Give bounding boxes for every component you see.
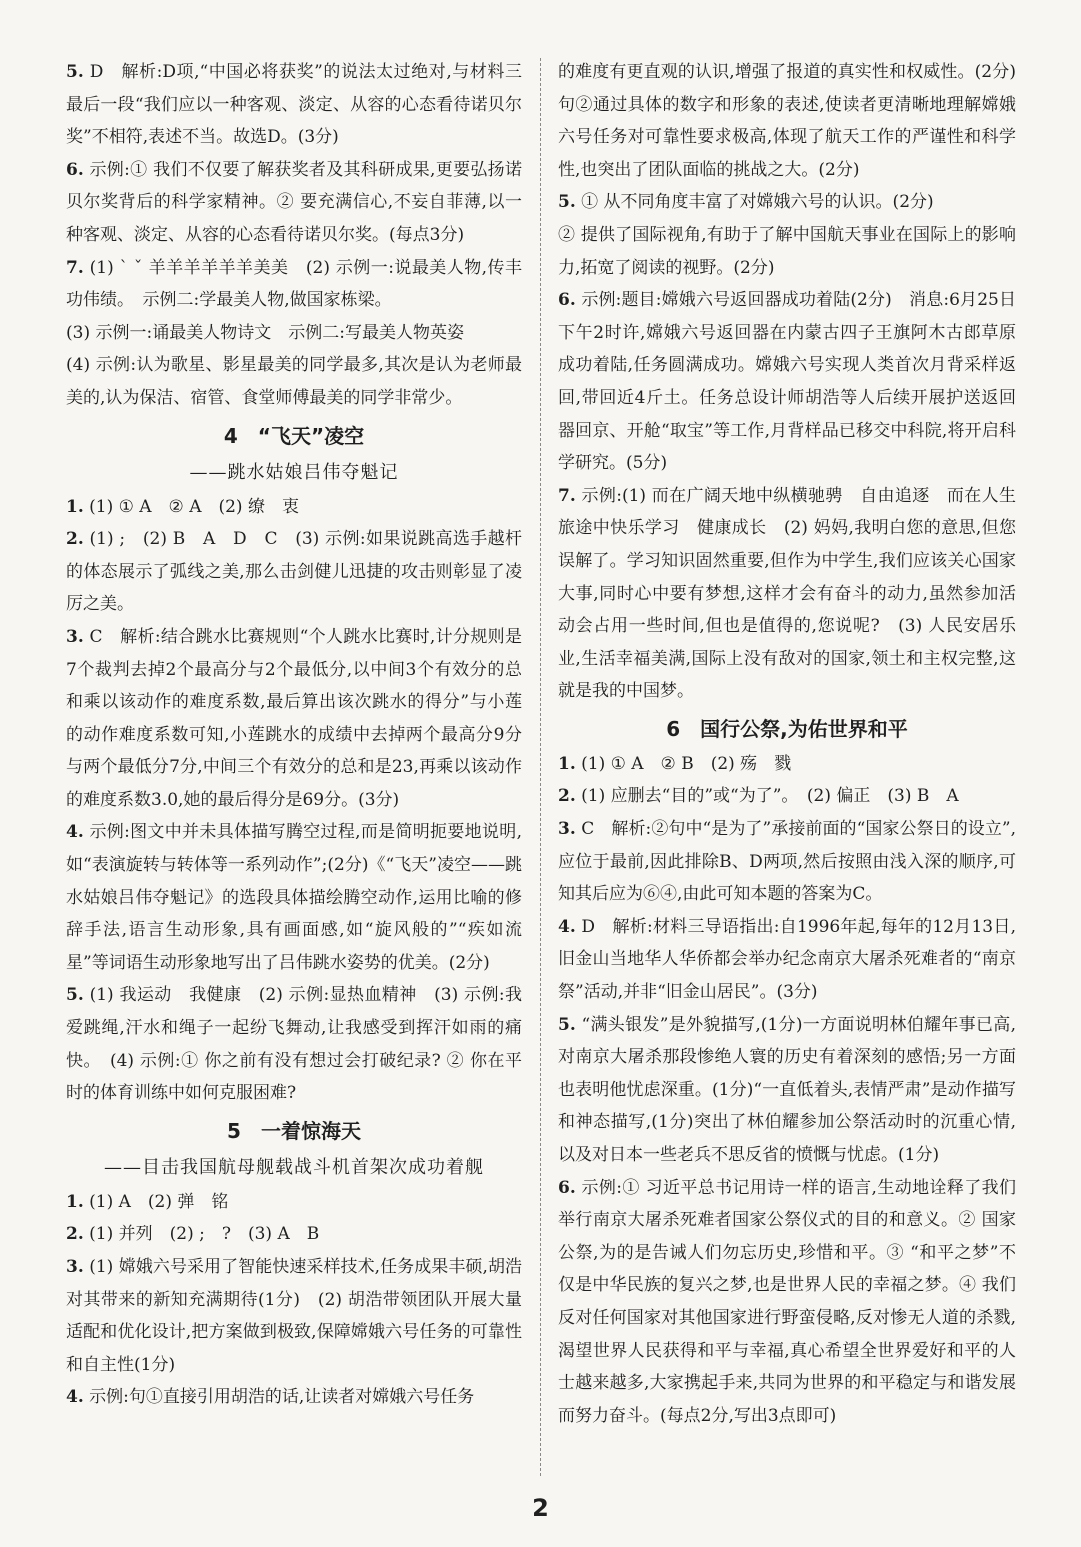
answer-item: 6. 示例:题目:嫦娥六号返回器成功着陆(2分) 消息:6月25日下午2时许,嫦娥六号返回器在内蒙古四子王旗阿木古郎草原成功着陆,任务圆满成功。嫦娥六号实现人类首次月背采样返回,带回近4斤土。任务总设计师胡浩等人后续开展护送返回器回京、开舱“取宝”等工作,月背样品已移交中科院,将开启科学研究。(5分)	[558, 290, 1016, 474]
answer-item: 4. D 解析:材料三导语指出:自1996年起,每年的12月13日,旧金山当地华人华侨都会举办纪念南京大屠杀死难者的“南京祭”活动,并非“旧金山居民”。(3分)	[558, 916, 1017, 1003]
answer-item: 2. (1) 应删去“目的”或“为了”。 (2) 偏正 (3) B A	[558, 786, 959, 807]
answer-item: 7. (1) ` ˇ 羊羊羊羊羊羊美美 (2) 示例一:说最美人物,传丰功伟绩。 示例二:学最美人物,做国家栋梁。	[66, 257, 522, 311]
lesson-title: 4 “飞天”凌空	[223, 423, 365, 448]
answer-item: 3. (1) 嫦娥六号采用了智能快速采样技术,任务成果丰硕,胡浩对其带来的新知充满期待(1分) (2) 胡浩带领团队开展大量适配和优化设计,把方案做到极致,保障嫦娥六号任务的可靠性和自主性(1分)	[66, 1257, 522, 1375]
lesson-subtitle: ——目击我国航母舰载战斗机首架次成功着舰	[104, 1156, 484, 1178]
answer-item: 5. “满头银发”是外貌描写,(1分)一方面说明林伯耀年事已高,对南京大屠杀那段惨绝人寰的历史有着深刻的感悟;另一方面也表明他忧虑深重。(1分)“一直低着头,表情严肃”是动作描写和神态描写,(1分)突出了林伯耀参加公祭活动时的沉重心情,以及对日本一些老兵不思反省的愤慨与忧虑。(1分)	[558, 1014, 1016, 1165]
lesson-title: 6 国行公祭,为佑世界和平	[666, 716, 908, 741]
answer-item: 7. 示例:(1) 而在广阔天地中纵横驰骋 自由追逐 而在人生旅途中快乐学习 健康成长 (2) 妈妈,我明白您的意思,但您误解了。学习知识固然重要,但作为中学生,我们应该关心国家大事,同时心中要有梦想,这样才会有奋斗的动力,虽然参加活动会占用一些时间,但也是值得的,您说呢? (3) 人民安居乐业,生活幸福美满,国际上没有敌对的国家,领土和主权完整,这就是我的中国梦。	[558, 485, 1016, 702]
answer-item: 1. (1) A (2) 弹 铭	[66, 1191, 229, 1212]
lesson-title: 5 一着惊海天	[227, 1118, 361, 1143]
answer-item: 3. C 解析:②句中“是为了”承接前面的“国家公祭日的设立”,应位于最前,因此排除B、D两项,然后按照由浅入深的顺序,可知其后应为⑥④,由此可知本题的答案为C。	[558, 819, 1017, 905]
answer-continuation: 的难度有更直观的认识,增强了报道的真实性和权威性。(2分)句②通过具体的数字和形象的表述,使读者更清晰地理解嫦娥六号任务对可靠性要求极高,体现了航天工作的严谨性和科学性,也突出了团队面临的挑战之大。(2分)	[558, 62, 1016, 180]
answer-item: 4. 示例:句①直接引用胡浩的话,让读者对嫦娥六号任务	[66, 1387, 475, 1408]
answer-item: 3. C 解析:结合跳水比赛规则“个人跳水比赛时,计分规则是7个裁判去掉2个最高分与2个最低分,以中间3个有效分的总和乘以该动作的难度系数,最后算出该次跳水的得分”与小莲的动作难度系数可知,小莲跳水的成绩中去掉两个最高分9分与两个最低分7分,中间三个有效分的总和是23,再乘以该动作的难度系数3.0,她的最后得分是69分。(3分)	[66, 626, 522, 810]
answer-item: 5. D 解析:D项,“中国必将获奖”的说法太过绝对,与材料三最后一段“我们应以一种客观、淡定、从容的心态看待诺贝尔奖”不相符,表述不当。故选D。(3分)	[66, 62, 522, 148]
left-column	[66, 56, 522, 1414]
answer-item: (3) 示例一:诵最美人物诗文 示例二:写最美人物英姿	[66, 322, 464, 343]
page-number: 2	[532, 1494, 549, 1522]
answer-item: 1. (1) ① A ② A (2) 缭 衷	[66, 496, 299, 517]
answer-item: 1. (1) ① A ② B (2) 殇 戮	[558, 753, 792, 774]
right-column	[558, 56, 1016, 1432]
lesson-subtitle: ——跳水姑娘吕伟夺魁记	[189, 461, 399, 483]
answer-item: (4) 示例:认为歌星、影星最美的同学最多,其次是认为老师最美的,认为保洁、宿管、食堂师傅最美的同学非常少。	[66, 355, 522, 408]
column-divider	[540, 58, 541, 1476]
answer-item: 6. 示例:① 我们不仅要了解获奖者及其科研成果,更要弘扬诺贝尔奖背后的科学家精神。② 要充满信心,不妄自菲薄,以一种客观、淡定、从容的心态看待诺贝尔奖。(每点3分)	[66, 159, 522, 245]
answer-item: 6. 示例:① 习近平总书记用诗一样的语言,生动地诠释了我们举行南京大屠杀死难者国家公祭仪式的目的和意义。② 国家公祭,为的是告诫人们勿忘历史,珍惜和平。③ “和平之梦”不仅是中华民族的复兴之梦,也是世界人民的幸福之梦。④ 我们反对任何国家对其他国家进行野蛮侵略,反对惨无人道的杀戮,渴望世界人民获得和平与幸福,真心希望全世界爱好和平的人士越来越多,大家携起手来,共同为世界的和平稳定与和谐发展而努力奋斗。(每点2分,写出3点即可)	[558, 1177, 1016, 1426]
answer-item: 2. (1) ; (2) B A D C (3) 示例:如果说跳高选手越杆的体态展示了弧线之美,那么击剑健儿迅捷的攻击则彰显了凌厉之美。	[66, 529, 522, 615]
answer-item: 5. ① 从不同角度丰富了对嫦娥六号的认识。(2分)	[558, 192, 934, 213]
answer-item: ② 提供了国际视角,有助于了解中国航天事业在国际上的影响力,拓宽了阅读的视野。(2分)	[558, 224, 1016, 278]
answer-item: 4. 示例:图文中并未具体描写腾空过程,而是简明扼要地说明,如“表演旋转与转体等一系列动作”;(2分)《“飞天”凌空——跳水姑娘吕伟夺魁记》的选段具体描绘腾空动作,运用比喻的修辞手法,语言生动形象,具有画面感,如“旋风般的”“疾如流星”等词语生动形象地写出了吕伟跳水姿势的优美。(2分)	[66, 822, 522, 973]
answer-item: 2. (1) 并列 (2) ; ? (3) A B	[66, 1224, 320, 1245]
answer-item: 5. (1) 我运动 我健康 (2) 示例:显热血精神 (3) 示例:我爱跳绳,汗水和绳子一起纷飞舞动,让我感受到挥汗如雨的痛快。 (4) 示例:① 你之前有没有想过会打破纪录? ② 你在平时的体育训练中如何克服困难?	[66, 985, 522, 1104]
